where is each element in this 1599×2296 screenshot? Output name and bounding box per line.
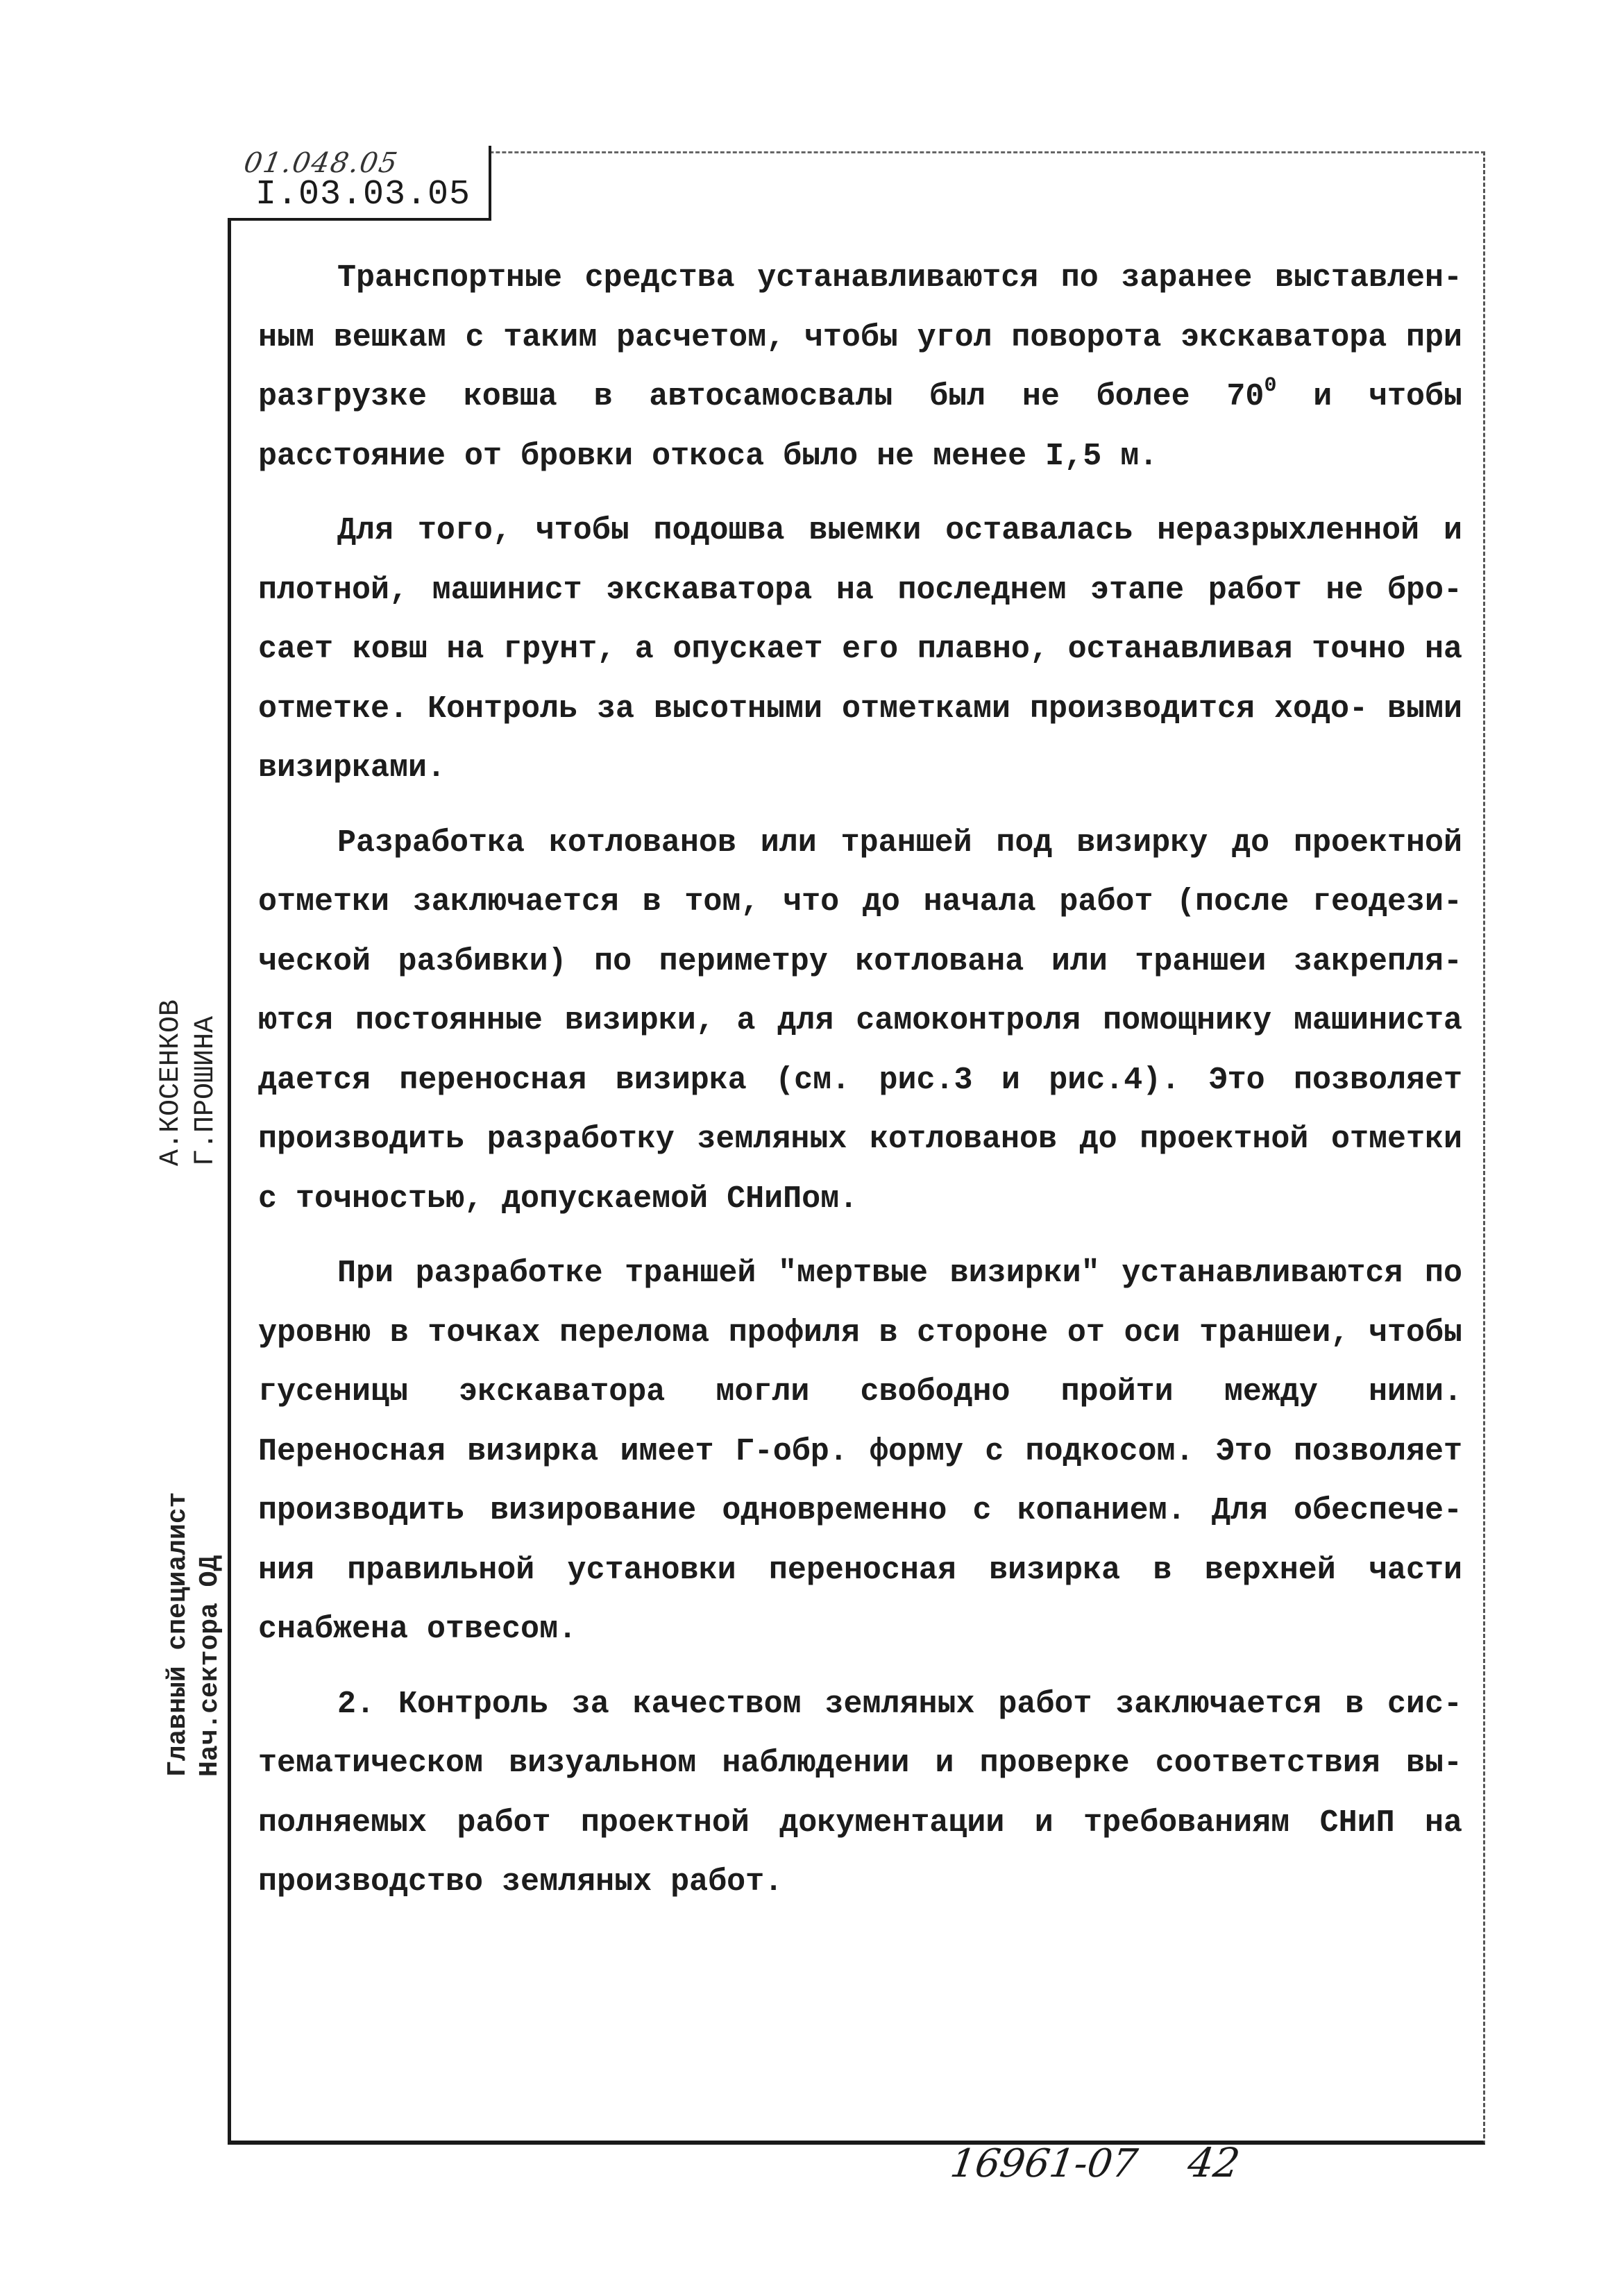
paragraph-3 (258, 813, 1462, 1229)
paragraph-1 (258, 248, 1462, 486)
handwritten-code: 01.048.05 (241, 147, 401, 179)
paragraph-5-text: 2. Контроль за качеством земляных работ заключается в сис- тематическом визуальном наблюдении и проверке соответствия вы- полняемых работ проектной документации и требованиям СНиП на производство земляных работ. (258, 1686, 1462, 1900)
paragraph-2 (258, 501, 1462, 798)
paragraph-5 (258, 1675, 1462, 1912)
paragraph-3-text: Разработка котлованов или траншей под визирку до проектной отметки заключается в том, что до начала работ (после геодези- ческой разбивки) по периметру котлована или траншеи закрепля- ются постоянные визирки, а для самоконтроля помощнику машиниста дается переносная визирка (см. рис.3 и рис.4). Это позволяет производить разработку земляных котлованов до проектной отметки с точностью, допускаемой СНиПом. (258, 825, 1462, 1217)
paragraph-1-tail: и чтобы расстояние от бровки откоса было не менее I,5 м. (258, 379, 1462, 474)
dept-line-1: Главный специалист (163, 1492, 193, 1777)
degree-mark: 0 (1264, 374, 1277, 398)
signer-2: Г.ПРОШИНА (190, 1015, 221, 1166)
paragraph-4 (258, 1244, 1462, 1660)
paragraph-2-text: Для того, чтобы подошва выемки оставалась неразрыхленной и плотной, машинист экскаватора на последнем этапе работ не бро- сает ковш на грунт, а опускает его плавно, останавливая точно на отметке. Контроль за высотными отметками производится ходо- выми визирками. (258, 513, 1462, 786)
page-number: 42 (1185, 2139, 1243, 2186)
archive-number: 16961-07 (947, 2141, 1140, 2186)
paragraph-1-text: Транспортные средства устанавливаются по заранее выставлен- ным вешкам с таким расчетом, чтобы угол поворота экскаватора при разгрузке ковша в автосамосвалы был не более 70 (258, 260, 1462, 414)
department-stamp (162, 1492, 226, 1777)
signature-stamp (154, 999, 223, 1166)
signer-1: А.КОСЕНКОВ (155, 999, 187, 1166)
paragraph-4-text: При разработке траншей "мертвые визирки" устанавливаются по уровню в точках перелома профиля в стороне от оси траншеи, чтобы гусеницы экскаватора могли свободно пройти между ними. Переносная визирка имеет Г-обр. форму с подкосом. Это позволяет производить визирование одновременно с копанием. Для обеспече- ния правильной установки переносная визирка в верхней части снабжена отвесом. (258, 1256, 1462, 1647)
dept-line-2: Нач.сектора ОД (195, 1555, 225, 1777)
body-text (258, 248, 1462, 1912)
document-code: I.03.03.05 (255, 175, 471, 214)
